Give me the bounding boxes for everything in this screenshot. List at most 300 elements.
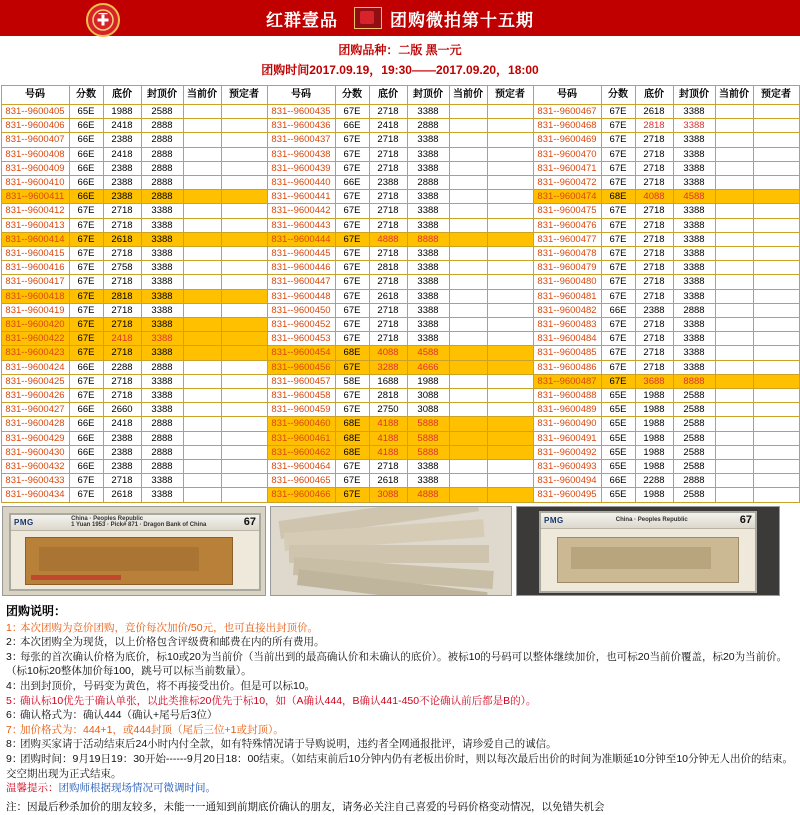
cell-cur [183,431,221,445]
red-stamp-icon [354,7,382,29]
cell-cap: 4588 [407,346,449,360]
table-row [1,346,799,360]
cell-res [221,261,267,275]
cell-cur [183,374,221,388]
cell-base: 2718 [103,318,141,332]
table-row [1,133,799,147]
cell-res [221,474,267,488]
cell-score: 67E [335,204,369,218]
cell-code: 831--9600426 [1,389,69,403]
cell-code: 831--9600454 [267,346,335,360]
cell-score: 66E [69,147,103,161]
table-row [1,176,799,190]
col-header-1-group2: 号码 [267,86,335,105]
cell-res [487,460,533,474]
cell-cur [715,105,753,119]
cell-base: 2718 [369,105,407,119]
cell-score: 66E [69,161,103,175]
cell-res [753,303,799,317]
cell-cur [183,445,221,459]
col-header-2-group3: 分数 [601,86,635,105]
cell-res [487,445,533,459]
cell-score: 67E [601,275,635,289]
cell-code: 831--9600438 [267,147,335,161]
tip-label: 温馨提示： [6,782,59,795]
cell-cur [183,289,221,303]
col-header-6-group2: 预定者 [487,86,533,105]
cell-cap: 3388 [673,105,715,119]
cell-score: 67E [69,389,103,403]
cell-cap: 2588 [673,403,715,417]
cell-base: 2618 [369,289,407,303]
cell-code: 831--9600440 [267,176,335,190]
rule-item-6: 6：确认格式为：确认444（确认+尾号后3位） [6,709,218,722]
cell-score: 67E [69,374,103,388]
cell-base: 2718 [369,460,407,474]
cell-code: 831--9600472 [533,176,601,190]
cell-score: 66E [69,417,103,431]
cell-cap: 3388 [141,247,183,261]
cell-res [487,389,533,403]
cell-res [487,204,533,218]
table-row [1,374,799,388]
cell-res [221,105,267,119]
cell-base: 1988 [635,431,673,445]
cell-cap: 5888 [407,431,449,445]
cell-cap: 3388 [141,218,183,232]
cell-res [753,389,799,403]
cell-code: 831--9600482 [533,303,601,317]
cell-code: 831--9600486 [533,360,601,374]
cell-score: 67E [335,488,369,502]
cell-base: 2718 [369,218,407,232]
auction-category-line [0,41,800,58]
cell-cap: 3388 [141,275,183,289]
cell-score: 67E [69,247,103,261]
rule-item-7: 7：加价格式为：444+1，或444封顶（尾后三位+1或封顶）。 [6,723,284,736]
pmg-slab-photo-left: PMG China · Peoples Republic 1 Yuan 1953 · Pick# 871 · Dragon Bank of China 67 [2,506,266,596]
cell-score: 66E [335,176,369,190]
cell-code: 831--9600420 [1,318,69,332]
cell-code: 831--9600405 [1,105,69,119]
cell-base: 2718 [635,232,673,246]
cell-cur [449,261,487,275]
cell-code: 831--9600459 [267,403,335,417]
cell-cap: 3388 [407,218,449,232]
cell-cur [449,105,487,119]
cell-cur [449,275,487,289]
cell-cap: 3388 [407,161,449,175]
cell-base: 2388 [103,190,141,204]
cell-cap: 3388 [673,346,715,360]
cell-code: 831--9600424 [1,360,69,374]
cell-cur [449,190,487,204]
cell-base: 1988 [635,445,673,459]
cell-res [753,232,799,246]
cell-score: 68E [335,445,369,459]
cell-cur [715,204,753,218]
cell-score: 67E [601,232,635,246]
cell-base: 2718 [103,218,141,232]
cell-base: 4088 [369,346,407,360]
cell-score: 65E [601,488,635,502]
rule-item-1: 1：本次团购为竞价团购，竞价每次加价/50元，也可直接出封顶价。 [6,621,319,634]
cell-score: 67E [335,232,369,246]
cell-cur [449,303,487,317]
cell-score: 67E [601,247,635,261]
cell-code: 831--9600408 [1,147,69,161]
cell-score: 67E [601,161,635,175]
table-row [1,119,799,133]
cell-cap: 3388 [407,247,449,261]
circle-seal-icon [86,3,120,37]
cell-res [221,374,267,388]
cell-res [753,332,799,346]
cell-score: 65E [69,105,103,119]
cell-code: 831--9600484 [533,332,601,346]
cell-cap: 3388 [407,204,449,218]
cell-score: 65E [601,445,635,459]
cell-cur [183,417,221,431]
cell-cap: 3388 [141,303,183,317]
cell-score: 67E [335,474,369,488]
cell-res [753,176,799,190]
cell-cap: 3388 [673,133,715,147]
cell-score: 67E [601,360,635,374]
cell-score: 67E [69,332,103,346]
cell-score: 67E [69,232,103,246]
cell-base: 2718 [635,133,673,147]
cell-res [487,190,533,204]
cell-score: 67E [69,488,103,502]
cell-cur [715,161,753,175]
cell-score: 67E [335,190,369,204]
cell-cur [449,389,487,403]
cell-code: 831--9600476 [533,218,601,232]
cell-score: 67E [601,318,635,332]
cell-res [753,247,799,261]
cell-score: 65E [601,403,635,417]
cell-cap: 3388 [407,190,449,204]
cell-cap: 2888 [673,474,715,488]
cell-res [487,318,533,332]
cell-cap: 2888 [141,431,183,445]
cell-cap: 3388 [673,119,715,133]
rules-footer: 注：因最后秒杀加价的朋友较多，未能一一通知到前期底价确认的朋友，请务必关注自己喜爱的号码价格变动情况，以免错失机会 [6,801,605,814]
cell-cap: 3388 [141,289,183,303]
cell-cap: 3388 [407,460,449,474]
cell-score: 66E [335,119,369,133]
cell-res [221,247,267,261]
cell-res [487,133,533,147]
cell-cap: 2888 [141,147,183,161]
cell-res [221,161,267,175]
cell-score: 58E [335,374,369,388]
cell-cap: 4588 [673,190,715,204]
cell-cap: 3388 [141,488,183,502]
cell-code: 831--9600490 [533,417,601,431]
cell-cur [183,147,221,161]
cell-cur [449,218,487,232]
cell-score: 67E [335,389,369,403]
cell-cap: 2888 [141,190,183,204]
cell-base: 2718 [369,147,407,161]
rules-title: 团购说明： [6,603,67,618]
cell-code: 831--9600433 [1,474,69,488]
cell-cap: 3388 [407,303,449,317]
cell-res [221,318,267,332]
cell-base: 2718 [635,147,673,161]
cell-res [753,204,799,218]
cell-cur [715,445,753,459]
cell-res [221,403,267,417]
cell-base: 2718 [369,161,407,175]
cell-base: 2718 [635,261,673,275]
table-row [1,232,799,246]
cell-cap: 2588 [141,105,183,119]
cell-cur [449,445,487,459]
cell-cur [449,289,487,303]
cell-code: 831--9600447 [267,275,335,289]
table-row [1,431,799,445]
cell-code: 831--9600419 [1,303,69,317]
cell-code: 831--9600471 [533,161,601,175]
cell-code: 831--9600450 [267,303,335,317]
cell-cur [715,460,753,474]
cell-base: 2388 [369,176,407,190]
col-header-6-group1: 预定者 [221,86,267,105]
cell-base: 2718 [369,190,407,204]
cell-score: 67E [335,261,369,275]
cell-res [487,303,533,317]
cell-code: 831--9600477 [533,232,601,246]
cell-cap: 3388 [673,289,715,303]
rules-tip [6,781,794,796]
col-header-4-group2: 封顶价 [407,86,449,105]
cell-score: 65E [601,417,635,431]
cell-cap: 8888 [673,374,715,388]
cell-score: 67E [335,275,369,289]
cell-cur [183,303,221,317]
cell-code: 831--9600467 [533,105,601,119]
cell-code: 831--9600457 [267,374,335,388]
col-header-5-group2: 当前价 [449,86,487,105]
rule-item-3: 3：每张的首次确认价格为底价，标10或20为当前价（当前出到的最高确认价和未确认的底价）。被标10的号码可以整体继续加价，也可标20当前价覆盖，标20为当前价。（标10标20整体加价每100，跳号可以标当前数量）。 [6,650,788,678]
cell-base: 2618 [103,488,141,502]
cell-score: 65E [601,431,635,445]
cell-score: 67E [601,176,635,190]
cell-base: 2660 [103,403,141,417]
cell-cur [715,488,753,502]
table-row [1,247,799,261]
cell-base: 2718 [103,374,141,388]
cell-res [753,190,799,204]
cell-score: 67E [335,161,369,175]
cell-score: 67E [601,147,635,161]
cell-base: 2818 [369,389,407,403]
cell-base: 3288 [369,360,407,374]
cell-cap: 2888 [141,133,183,147]
cell-score: 67E [335,133,369,147]
cell-res [221,119,267,133]
cell-res [221,431,267,445]
cell-cur [449,247,487,261]
cell-cap: 3388 [141,261,183,275]
cell-cur [715,360,753,374]
cell-cap: 4666 [407,360,449,374]
cell-code: 831--9600479 [533,261,601,275]
cell-code: 831--9600446 [267,261,335,275]
cell-code: 831--9600437 [267,133,335,147]
cell-cap: 3388 [673,332,715,346]
cell-cap: 1988 [407,374,449,388]
cell-cur [715,247,753,261]
cell-base: 3088 [369,488,407,502]
cell-code: 831--9600411 [1,190,69,204]
cell-res [753,360,799,374]
cell-res [221,275,267,289]
cell-base: 2718 [635,332,673,346]
cell-base: 4188 [369,445,407,459]
cell-score: 67E [335,318,369,332]
cell-code: 831--9600423 [1,346,69,360]
table-row [1,190,799,204]
cell-code: 831--9600481 [533,289,601,303]
cell-base: 2718 [103,474,141,488]
cell-cap: 5888 [407,417,449,431]
cell-base: 2418 [103,332,141,346]
banknote-fan-photo [270,506,512,596]
cell-base: 2818 [369,261,407,275]
cell-res [221,346,267,360]
cell-score: 67E [69,346,103,360]
cell-res [753,403,799,417]
cell-code: 831--9600416 [1,261,69,275]
cell-score: 67E [69,204,103,218]
cell-base: 2718 [635,204,673,218]
cell-base: 2388 [103,161,141,175]
cell-score: 67E [335,105,369,119]
cell-cur [715,332,753,346]
cell-res [487,232,533,246]
cell-cap: 3388 [407,474,449,488]
cell-score: 66E [601,303,635,317]
col-header-4-group3: 封顶价 [673,86,715,105]
cell-cap: 3388 [141,474,183,488]
cell-cap: 3388 [407,332,449,346]
cell-code: 831--9600453 [267,332,335,346]
cell-cur [715,176,753,190]
cell-res [487,147,533,161]
cell-cur [183,360,221,374]
table-row [1,360,799,374]
table-row [1,460,799,474]
cell-base: 1688 [369,374,407,388]
cell-cur [449,346,487,360]
cell-cur [183,204,221,218]
cell-res [221,147,267,161]
cell-code: 831--9600480 [533,275,601,289]
cell-cur [449,204,487,218]
cell-cur [183,247,221,261]
cell-cur [715,389,753,403]
rule-item-5: 5：确认标10优先于确认单张，以此类推标20优先于标10，如（A确认444，B确认441-450不论确认前后都是B的）。 [6,694,537,707]
brand-name: 红群壹品 [266,10,338,30]
cell-res [753,261,799,275]
cell-cur [449,374,487,388]
cell-code: 831--9600468 [533,119,601,133]
cell-base: 2718 [103,389,141,403]
cell-code: 831--9600494 [533,474,601,488]
cell-cap: 3388 [673,261,715,275]
cell-score: 67E [69,289,103,303]
cell-cap: 2588 [673,389,715,403]
cell-code: 831--9600470 [533,147,601,161]
cell-score: 67E [69,275,103,289]
cell-score: 67E [69,261,103,275]
cell-res [487,417,533,431]
cell-code: 831--9600443 [267,218,335,232]
pmg-slab-photo-right: PMG China · Peoples Republic 67 [516,506,780,596]
cell-code: 831--9600434 [1,488,69,502]
cell-cur [183,346,221,360]
cell-score: 66E [69,445,103,459]
cell-base: 1988 [635,488,673,502]
cell-code: 831--9600493 [533,460,601,474]
cell-cap: 2588 [673,445,715,459]
cell-res [221,289,267,303]
cell-score: 66E [69,403,103,417]
cell-score: 67E [601,261,635,275]
page-title: 团购微拍第十五期 [390,10,534,30]
cell-code: 831--9600492 [533,445,601,459]
table-row [1,147,799,161]
cell-res [487,176,533,190]
cell-cap: 3388 [407,318,449,332]
cell-score: 67E [335,403,369,417]
cell-cap: 2888 [141,161,183,175]
cell-res [487,247,533,261]
cell-cap: 3088 [407,403,449,417]
cell-res [487,289,533,303]
cell-code: 831--9600483 [533,318,601,332]
cell-score: 67E [335,360,369,374]
cell-cur [715,474,753,488]
cell-base: 4188 [369,431,407,445]
cell-cap: 3388 [407,133,449,147]
cell-base: 2388 [635,303,673,317]
cell-base: 2388 [103,133,141,147]
cell-cur [183,403,221,417]
auction-meta [0,36,800,83]
cell-cap: 3388 [141,389,183,403]
cell-score: 66E [69,119,103,133]
cell-cap: 3388 [141,332,183,346]
table-row [1,318,799,332]
table-row [1,204,799,218]
cell-base: 2418 [103,147,141,161]
cell-code: 831--9600418 [1,289,69,303]
cell-base: 2718 [635,247,673,261]
cell-res [753,161,799,175]
cell-base: 2718 [103,204,141,218]
auction-category-label: 团购品种： [338,43,399,57]
cell-res [221,445,267,459]
cell-base: 4188 [369,417,407,431]
cell-base: 2718 [369,318,407,332]
cell-score: 67E [335,332,369,346]
cell-res [753,346,799,360]
